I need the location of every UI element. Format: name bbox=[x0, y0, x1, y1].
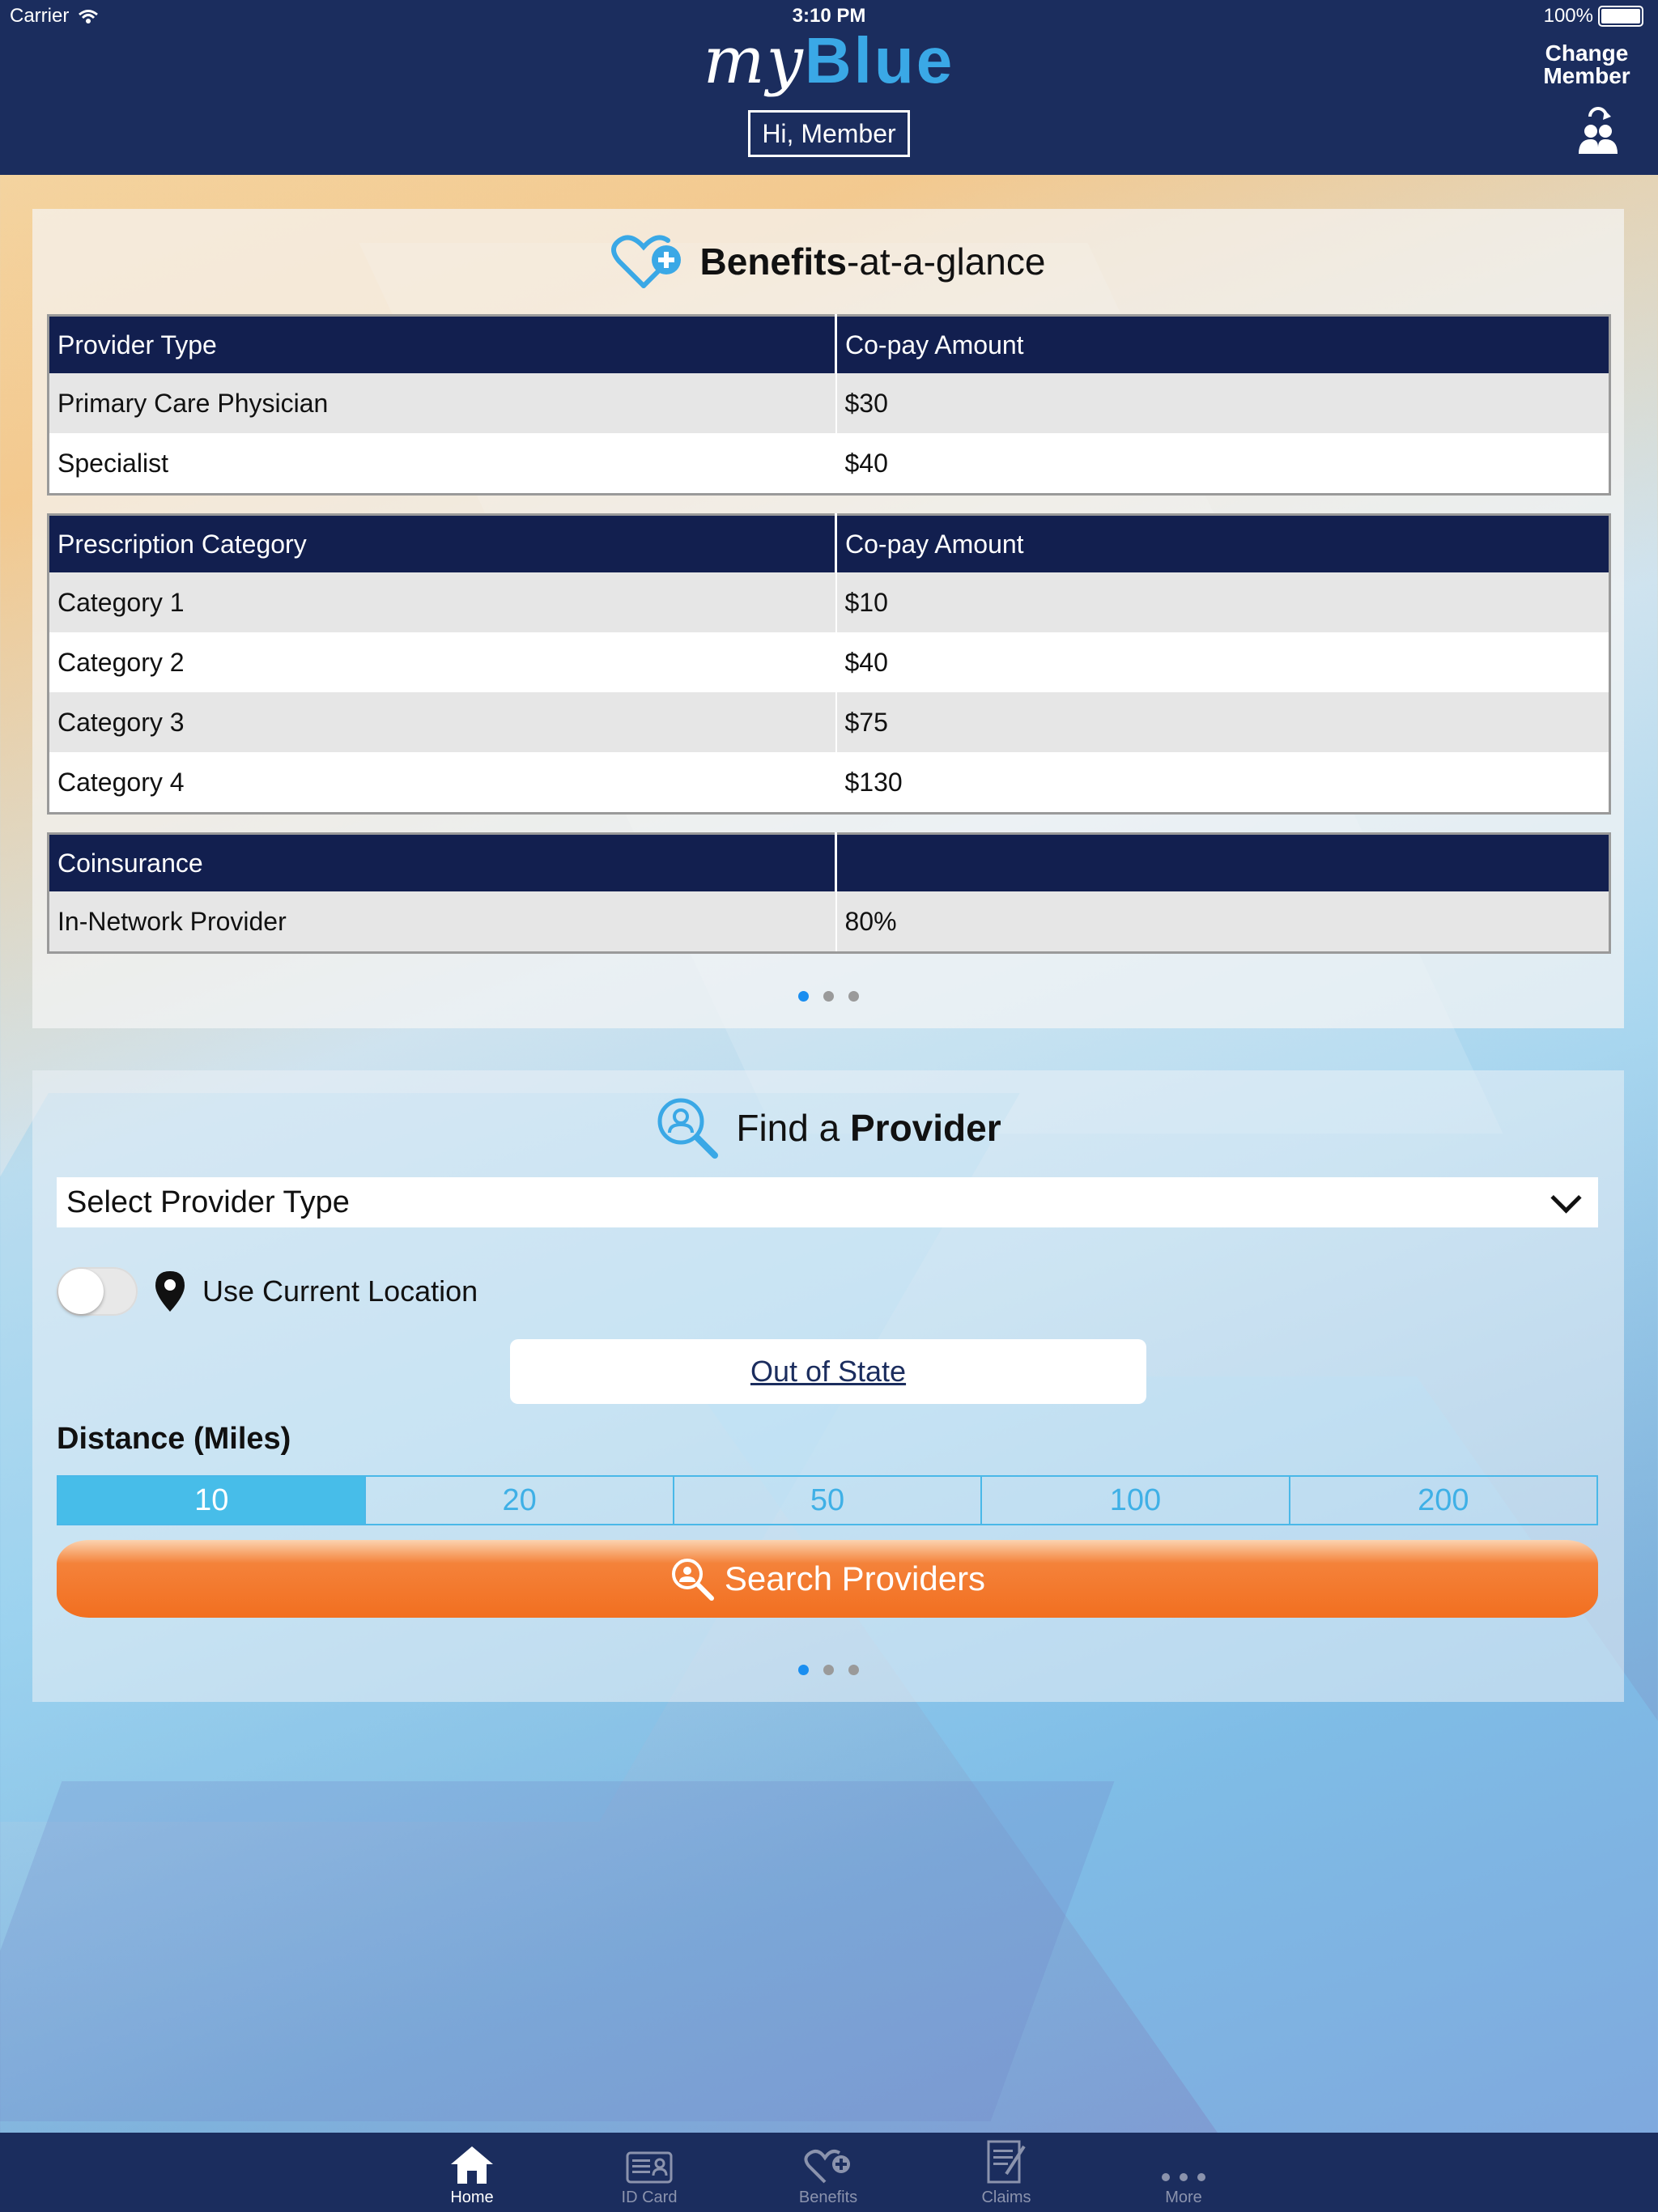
table-header: Co-pay Amount bbox=[836, 515, 1610, 573]
distance-label: Distance (Miles) bbox=[57, 1422, 291, 1456]
out-of-state-link[interactable]: Out of State bbox=[510, 1339, 1146, 1404]
use-location-label: Use Current Location bbox=[202, 1274, 478, 1308]
find-provider-bold: Provider bbox=[850, 1107, 1001, 1149]
provider-type-value: Select Provider Type bbox=[66, 1185, 350, 1219]
tab-label: Benefits bbox=[798, 2189, 858, 2206]
table-row bbox=[49, 433, 1610, 495]
page-dot-active[interactable] bbox=[798, 1665, 809, 1675]
change-member-button[interactable]: Change Member bbox=[1543, 40, 1630, 88]
tab-label: Home bbox=[450, 2189, 494, 2206]
distance-option-100[interactable]: 100 bbox=[982, 1477, 1290, 1524]
table-header-row bbox=[49, 316, 1610, 374]
find-provider-card[interactable] bbox=[32, 1070, 1624, 1702]
distance-segmented-control[interactable] bbox=[57, 1475, 1598, 1525]
status-time: 3:10 PM bbox=[792, 5, 866, 27]
battery-percent: 100% bbox=[1543, 5, 1593, 27]
table-cell: Specialist bbox=[49, 433, 836, 495]
benefits-page-indicator[interactable] bbox=[32, 991, 1624, 1002]
table-row bbox=[49, 891, 1610, 953]
distance-option-50[interactable]: 50 bbox=[674, 1477, 982, 1524]
distance-option-20[interactable]: 20 bbox=[366, 1477, 674, 1524]
table-header: Coinsurance bbox=[49, 834, 836, 892]
claims-icon bbox=[985, 2138, 1027, 2185]
table-cell: 80% bbox=[836, 891, 1610, 953]
heart-plus-icon bbox=[611, 232, 684, 291]
use-location-toggle[interactable] bbox=[57, 1267, 138, 1316]
table-row bbox=[49, 692, 1610, 752]
location-pin-icon bbox=[154, 1270, 186, 1313]
provider-type-select[interactable] bbox=[57, 1177, 1598, 1227]
tab-home[interactable] bbox=[415, 2133, 529, 2212]
heart-plus-icon bbox=[804, 2148, 852, 2185]
bottom-tab-bar bbox=[0, 2133, 1658, 2212]
benefits-title-rest: -at-a-glance bbox=[847, 240, 1046, 283]
page-dot[interactable] bbox=[848, 1665, 859, 1675]
table-header: Co-pay Amount bbox=[836, 316, 1610, 374]
table-row bbox=[49, 373, 1610, 433]
benefits-title-bold: Benefits bbox=[699, 240, 848, 283]
more-icon bbox=[1159, 2169, 1208, 2185]
table-header-row bbox=[49, 834, 1610, 892]
distance-option-200[interactable]: 200 bbox=[1418, 1482, 1469, 1517]
find-provider-title bbox=[32, 1091, 1624, 1164]
page-dot[interactable] bbox=[823, 1665, 834, 1675]
provider-copay-table bbox=[47, 314, 1611, 496]
table-header: Prescription Category bbox=[49, 515, 836, 573]
page-dot[interactable] bbox=[823, 991, 834, 1002]
search-providers-button[interactable] bbox=[57, 1540, 1598, 1618]
benefits-card[interactable] bbox=[32, 209, 1624, 1028]
table-cell: Category 2 bbox=[49, 632, 836, 692]
table-header-row bbox=[49, 515, 1610, 573]
provider-search-icon bbox=[655, 1095, 720, 1160]
table-cell: $40 bbox=[836, 433, 1610, 495]
id-card-icon bbox=[626, 2150, 673, 2185]
search-icon bbox=[670, 1556, 715, 1602]
logo-my: my bbox=[703, 23, 805, 98]
carrier-text: Carrier bbox=[10, 5, 70, 27]
provider-page-indicator[interactable] bbox=[32, 1665, 1624, 1675]
change-member-icon[interactable] bbox=[1575, 105, 1621, 157]
page-dot-active[interactable] bbox=[798, 991, 809, 1002]
table-cell: Category 4 bbox=[49, 752, 836, 814]
use-location-row bbox=[57, 1263, 478, 1320]
table-cell: In-Network Provider bbox=[49, 891, 836, 953]
tab-claims[interactable] bbox=[950, 2133, 1063, 2212]
tab-benefits[interactable] bbox=[772, 2133, 885, 2212]
member-greeting: Hi, Member bbox=[748, 110, 910, 157]
tab-label: More bbox=[1165, 2189, 1202, 2206]
myblue-logo bbox=[0, 23, 1658, 98]
chevron-down-icon bbox=[1550, 1182, 1581, 1213]
table-row bbox=[49, 572, 1610, 632]
table-header: Provider Type bbox=[49, 316, 836, 374]
tab-label: Claims bbox=[981, 2189, 1031, 2206]
table-cell: $130 bbox=[836, 752, 1610, 814]
benefits-title bbox=[32, 233, 1624, 290]
table-cell: $30 bbox=[836, 373, 1610, 433]
distance-option-10[interactable]: 10 bbox=[58, 1477, 366, 1524]
table-header bbox=[836, 834, 1610, 892]
table-cell: Primary Care Physician bbox=[49, 373, 836, 433]
page-dot[interactable] bbox=[848, 991, 859, 1002]
top-navigation-bar bbox=[0, 0, 1658, 175]
tab-more[interactable] bbox=[1127, 2133, 1240, 2212]
tab-id-card[interactable] bbox=[593, 2133, 706, 2212]
table-cell: Category 3 bbox=[49, 692, 836, 752]
logo-blue: Blue bbox=[804, 24, 955, 96]
table-cell: $10 bbox=[836, 572, 1610, 632]
tab-label: ID Card bbox=[621, 2189, 678, 2206]
table-cell: $40 bbox=[836, 632, 1610, 692]
table-cell: Category 1 bbox=[49, 572, 836, 632]
home-icon bbox=[449, 2145, 495, 2185]
table-cell: $75 bbox=[836, 692, 1610, 752]
search-providers-label: Search Providers bbox=[724, 1559, 986, 1597]
coinsurance-table bbox=[47, 832, 1611, 954]
find-provider-prefix: Find a bbox=[736, 1107, 850, 1149]
table-row bbox=[49, 752, 1610, 814]
prescription-copay-table bbox=[47, 513, 1611, 815]
table-row bbox=[49, 632, 1610, 692]
